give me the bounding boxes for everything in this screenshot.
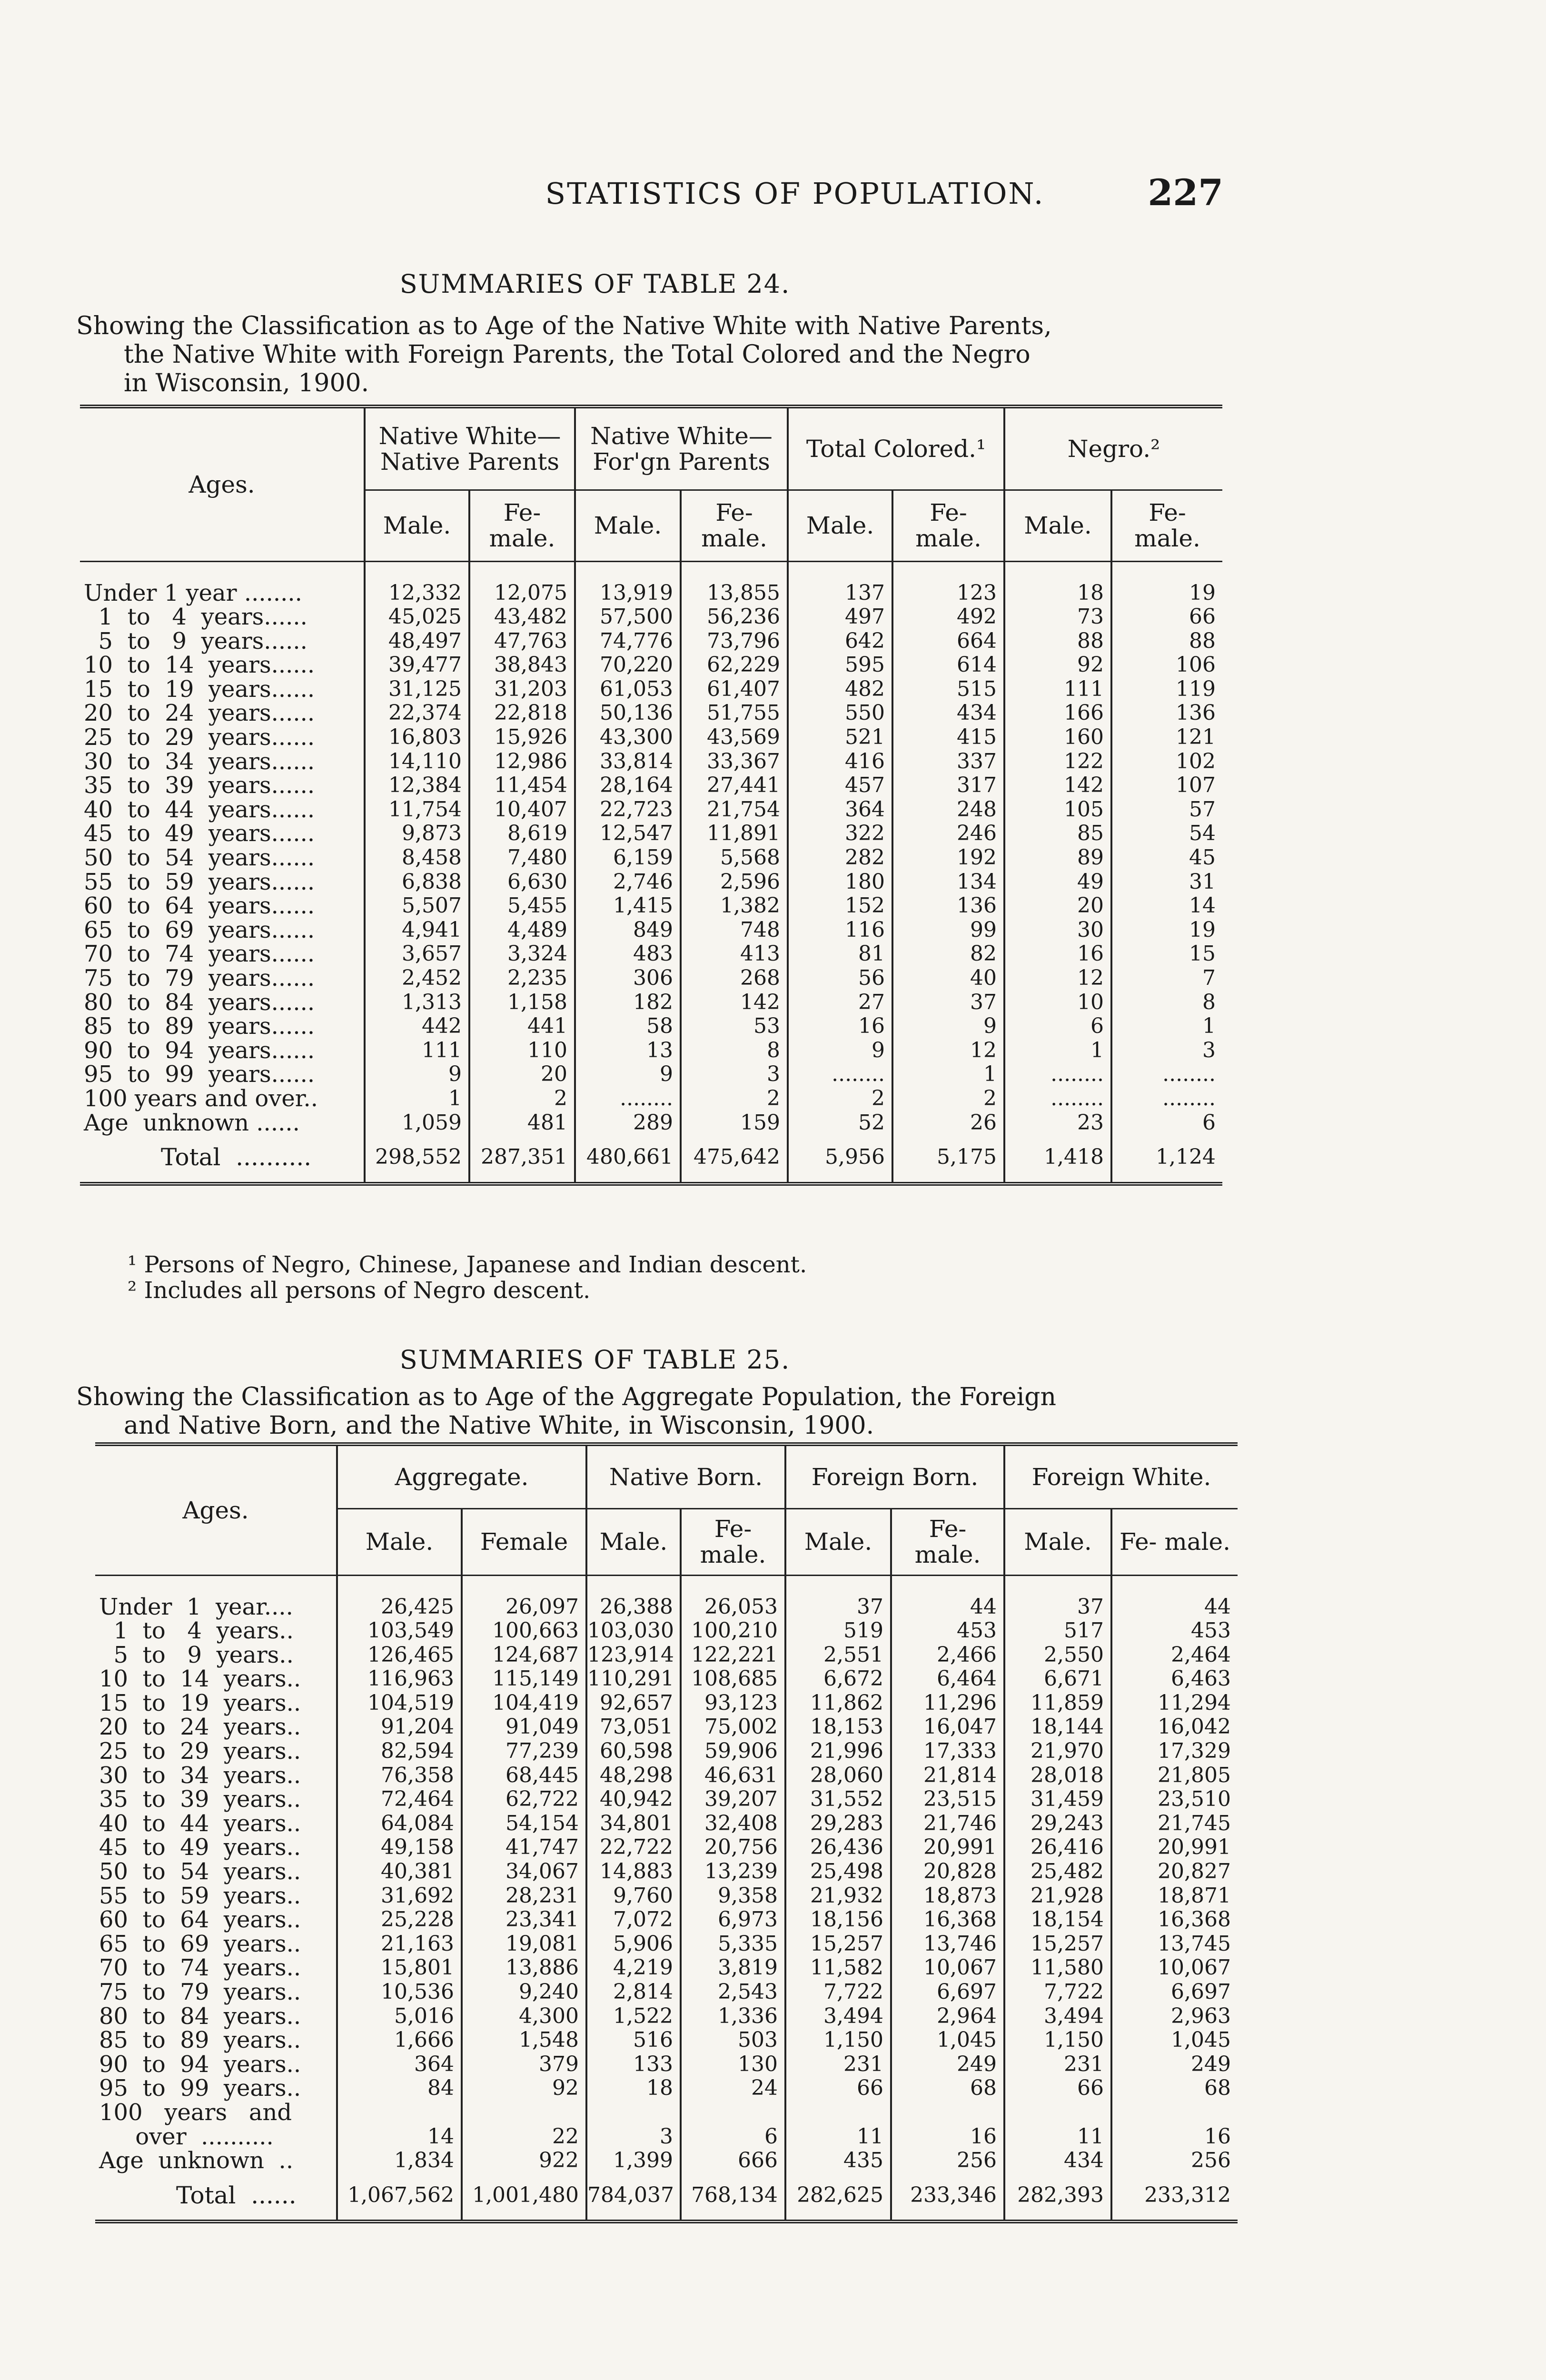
- table25: [95, 1442, 1238, 2223]
- table25-age-column: Under 1 year.... 1 to 4 years.. 5 to 9 years.. 10 to 14 years.. 15 to 19 years.. 20 to 24 years.. 25 to 29 years.. 30 to 34 years.. 35 to 39 years.. 40 to 44 years.. 45 to 49 years.. 50 to 54 years.. 55 to 59 years.. 60 to 64 years.. 65 to 69 years.. 70 to 74 years.. 75 to 79 years.. 80 to 84 years.. 85 to 89 years.. 90 to 94 years.. 95 to 99 years.. 100 years and over .......... Age unknown ..: [99, 1593, 301, 2174]
- table25-caption: [76, 1383, 1219, 1440]
- table25-total-value: 1,001,480: [462, 2173, 586, 2222]
- table24-group-header: Total Colored.¹: [788, 407, 1004, 490]
- table25-total-value: 784,037: [586, 2173, 681, 2222]
- running-head: STATISTICS OF POPULATION.: [545, 176, 1045, 211]
- table24-total-value: 5,175: [892, 1135, 1004, 1184]
- table25-body-row: [95, 1595, 1238, 2173]
- footnote-2: ² Includes all persons of Negro descent.: [128, 1277, 591, 1304]
- table24-age-column: Under 1 year ........ 1 to 4 years...... 5 to 9 years...... 10 to 14 years...... 15 to 19 years...... 20 to 24 years...... 25 to 29 years...... 30 to 34 years...... 35 to 39 years...... 40 to 44 years...... 45 to 49 years...... 50 to 54 years...... 55 to 59 years...... 60 to 64 years...... 65 to 69 years...... 70 to 74 years...... 75 to 79 years...... 80 to 84 years...... 85 to 89 years...... 90 to 94 years...... 95 to 99 years...... 100 years and over.. Age unknown ......: [84, 579, 318, 1136]
- table24-sub-header: Male.: [788, 490, 892, 561]
- table24-group-header: Native White— For'gn Parents: [575, 407, 788, 490]
- table25-sub-header: Fe- male.: [891, 1508, 1004, 1575]
- table24-caption-line3: in Wisconsin, 1900.: [124, 369, 369, 397]
- table25-column-values: 44 453 2,464 6,463 11,294 16,042 17,329 21,805 23,510 21,745 20,991 20,827 18,871 16,368 13,745 10,067 6,697 2,963 1,045 249 68 16 256: [1111, 1595, 1238, 2173]
- table25-total-row: [95, 2173, 1238, 2222]
- table25-column-values: 26,388 103,030 123,914 110,291 92,657 73,051 60,598 48,298 40,942 34,801 22,722 14,883 9,760 7,072 5,906 4,219 2,814 1,522 516 133 18 3 1,399: [586, 1595, 681, 2173]
- table24-column-values: 19 66 88 106 119 136 121 102 107 57 54 45 31 14 19 15 7 8 1 3 ........ ........ 6: [1111, 581, 1222, 1135]
- table25-sub-header: Male.: [785, 1508, 891, 1575]
- table24-sub-header: Fe- male.: [469, 490, 575, 561]
- table24-caption: [76, 312, 1219, 397]
- table25-sub-header: Fe- male.: [681, 1508, 785, 1575]
- table24-body-row: [80, 581, 1222, 1135]
- table24-total-value: 298,552: [365, 1135, 469, 1184]
- table24-group-header: Native White— Native Parents: [365, 407, 575, 490]
- table24-column-values: 12,075 43,482 47,763 38,843 31,203 22,818 15,926 12,986 11,454 10,407 8,619 7,480 6,630 5,455 4,489 3,324 2,235 1,158 441 110 20 2 481: [469, 581, 575, 1135]
- page-number: 227: [1148, 171, 1223, 214]
- table24-total-row: [80, 1135, 1222, 1184]
- table24-ages-header: Ages.: [80, 407, 365, 561]
- table25-total-label: Total ......: [95, 2173, 337, 2222]
- table25-column-values: 26,053 100,210 122,221 108,685 93,123 75,002 59,906 46,631 39,207 32,408 20,756 13,239 9,358 6,973 5,335 3,819 2,543 1,336 503 130 24 6 666: [681, 1595, 785, 2173]
- table25-sub-header: Male.: [337, 1508, 462, 1575]
- table25-sub-header: Fe- male.: [1111, 1508, 1238, 1575]
- table25-sub-header: Male.: [1004, 1508, 1111, 1575]
- table25-total-value: 233,312: [1111, 2173, 1238, 2222]
- table24-group-header: Negro.²: [1004, 407, 1222, 490]
- table25-sub-header: Female: [462, 1508, 586, 1575]
- table25-title: SUMMARIES OF TABLE 25.: [399, 1345, 791, 1375]
- table24-title: SUMMARIES OF TABLE 24.: [399, 269, 791, 299]
- table25-sub-header: Male.: [586, 1508, 681, 1575]
- table24-sub-header: Male.: [1004, 490, 1111, 561]
- table25-ages-header: Ages.: [95, 1444, 337, 1575]
- table25-caption-line2: and Native Born, and the Native White, in Wisconsin, 1900.: [124, 1411, 874, 1440]
- table24-total-value: 475,642: [681, 1135, 788, 1184]
- table24-total-label: Total ..........: [80, 1135, 365, 1184]
- table24-column-values: 12,332 45,025 48,497 39,477 31,125 22,374 16,803 14,110 12,384 11,754 9,873 8,458 6,838 5,507 4,941 3,657 2,452 1,313 442 111 9 1 1,059: [365, 581, 469, 1135]
- table25-group-header: Foreign White.: [1004, 1444, 1238, 1508]
- table24-total-value: 1,124: [1111, 1135, 1222, 1184]
- table24-caption-line2: the Native White with Foreign Parents, the Total Colored and the Negro: [124, 340, 1031, 369]
- table24: [80, 405, 1222, 1186]
- table24-sub-header: Fe- male.: [892, 490, 1004, 561]
- table25-total-value: 282,393: [1004, 2173, 1111, 2222]
- table24-sub-header: Male.: [365, 490, 469, 561]
- table24-sub-header: Fe- male.: [681, 490, 788, 561]
- table25-group-header: Aggregate.: [337, 1444, 586, 1508]
- table25-caption-line1: Showing the Classification as to Age of the Aggregate Population, the Foreign: [76, 1383, 1057, 1411]
- table24-total-value: 287,351: [469, 1135, 575, 1184]
- table25-total-value: 233,346: [891, 2173, 1004, 2222]
- table25-total-value: 768,134: [681, 2173, 785, 2222]
- table24-column-values: 18 73 88 92 111 166 160 122 142 105 85 89 49 20 30 16 12 10 6 1 ........ ........ 23: [1004, 581, 1111, 1135]
- table25-total-value: 282,625: [785, 2173, 891, 2222]
- table24-column-values: 137 497 642 595 482 550 521 416 457 364 322 282 180 152 116 81 56 27 16 9 ........ 2 52: [788, 581, 892, 1135]
- table24-footnotes: [128, 1252, 1080, 1303]
- table25-group-header: Foreign Born.: [785, 1444, 1004, 1508]
- table24-sub-header: Male.: [575, 490, 681, 561]
- table25-column-values: 44 453 2,466 6,464 11,296 16,047 17,333 21,814 23,515 21,746 20,991 20,828 18,873 16,368 13,746 10,067 6,697 2,964 1,045 249 68 16 256: [891, 1595, 1004, 2173]
- table25-column-values: 26,425 103,549 126,465 116,963 104,519 91,204 82,594 76,358 72,464 64,084 49,158 40,381 31,692 25,228 21,163 15,801 10,536 5,016 1,666 364 84 14 1,834: [337, 1595, 462, 2173]
- table24-column-values: 123 492 664 614 515 434 415 337 317 248 246 192 134 136 99 82 40 37 9 12 1 2 26: [892, 581, 1004, 1135]
- table25-column-values: 37 517 2,550 6,671 11,859 18,144 21,970 28,018 31,459 29,243 26,416 25,482 21,928 18,154 15,257 11,580 7,722 3,494 1,150 231 66 11 434: [1004, 1595, 1111, 2173]
- table24-total-value: 480,661: [575, 1135, 681, 1184]
- table24-total-value: 1,418: [1004, 1135, 1111, 1184]
- footnote-1: ¹ Persons of Negro, Chinese, Japanese and Indian descent.: [128, 1251, 807, 1278]
- table24-sub-header: Fe- male.: [1111, 490, 1222, 561]
- table25-column-values: 37 519 2,551 6,672 11,862 18,153 21,996 28,060 31,552 29,283 26,436 25,498 21,932 18,156 15,257 11,582 7,722 3,494 1,150 231 66 11 435: [785, 1595, 891, 2173]
- table24-column-values: 13,919 57,500 74,776 70,220 61,053 50,136 43,300 33,814 28,164 22,723 12,547 6,159 2,746 1,415 849 483 306 182 58 13 9 ........ 289: [575, 581, 681, 1135]
- table25-total-value: 1,067,562: [337, 2173, 462, 2222]
- table24-caption-line1: Showing the Classification as to Age of the Native White with Native Parents,: [76, 312, 1052, 340]
- table25-group-header: Native Born.: [586, 1444, 785, 1508]
- table24-column-values: 13,855 56,236 73,796 62,229 61,407 51,755 43,569 33,367 27,441 21,754 11,891 5,568 2,596 1,382 748 413 268 142 53 8 3 2 159: [681, 581, 788, 1135]
- table24-total-value: 5,956: [788, 1135, 892, 1184]
- table25-column-values: 26,097 100,663 124,687 115,149 104,419 91,049 77,239 68,445 62,722 54,154 41,747 34,067 28,231 23,341 19,081 13,886 9,240 4,300 1,548 379 92 22 922: [462, 1595, 586, 2173]
